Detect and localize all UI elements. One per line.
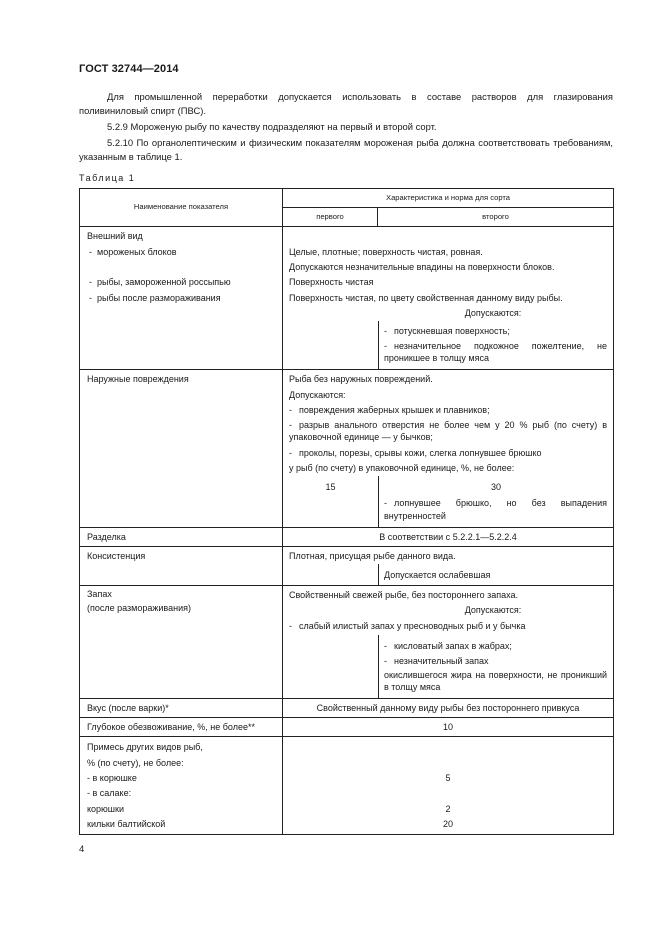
list-item: - потускневшая поверхность; — [384, 326, 510, 337]
list-item: - разрыв анального отверстия не более чем у 20 % рыб (по счету) в упаковочной единице — у бычков; — [289, 419, 608, 443]
list-item: - рыбы после размораживания — [89, 292, 221, 303]
indicator-name-cell — [80, 547, 283, 586]
table-row-consistency — [80, 547, 614, 586]
value-text: 10 — [283, 717, 614, 736]
value-text: Свойственный свежей рыбе, без постороннего запаха. — [289, 590, 518, 601]
list-item: - в салаке: — [87, 788, 132, 799]
list-item: - лопнувшее брюшко, но без выпадения внутренностей — [384, 498, 608, 521]
list-item: - повреждения жаберных крышек и плавников; — [289, 404, 490, 415]
value-text: 20 — [443, 818, 454, 829]
list-item: кильки балтийской — [87, 818, 166, 829]
list-item: корюшки — [87, 803, 124, 814]
table-row-damage — [80, 369, 614, 527]
value-text: окислившегося жира на поверхности, не проникший в толщу мяса — [384, 670, 608, 693]
list-item: - слабый илистый запах у пресноводных рыб и у бычка — [289, 620, 526, 631]
list-item: - в корюшке — [87, 772, 137, 783]
value-cell — [283, 227, 614, 370]
value-cell — [283, 585, 614, 698]
indicator-name: (после размораживания) — [87, 603, 191, 614]
value-cell — [283, 369, 614, 527]
indicator-name-cell — [80, 736, 283, 834]
header-indicator-name: Наименование показателя — [80, 189, 283, 227]
value-text: Допускаются: — [289, 389, 346, 400]
value-text — [283, 755, 613, 770]
table-header-row — [80, 189, 614, 208]
value-cell — [283, 547, 614, 586]
indicator-name: Внешний вид — [87, 231, 143, 242]
indicator-name: Запах — [87, 589, 112, 600]
value-text: у рыб (по счету) в упаковочной единице, %, не более: — [289, 463, 515, 474]
indicator-name: Наружные повреждения — [87, 374, 189, 385]
indicator-name: Разделка — [80, 528, 283, 547]
value-cell — [283, 736, 614, 834]
value-second-grade: 30 — [491, 481, 502, 492]
value-first-grade: 15 — [325, 481, 336, 492]
table-row-smell — [80, 585, 614, 698]
header-grade-second: второго — [378, 208, 614, 227]
list-item: - мороженых блоков — [89, 246, 177, 257]
table-row-appearance — [80, 227, 614, 370]
indicator-name: Консистенция — [87, 551, 146, 562]
list-item: - рыбы, замороженной россыпью — [89, 277, 231, 288]
indicator-name-cell — [80, 227, 283, 370]
header-grade-first: первого — [283, 208, 378, 227]
list-item: - кисловатый запах в жабрах; — [384, 640, 512, 651]
value-text: Плотная, присущая рыбе данного вида. — [289, 551, 456, 562]
table-row-taste — [80, 698, 614, 717]
indicator-name: % (по счету), не более: — [87, 757, 184, 768]
value-text: 5 — [445, 772, 451, 783]
intro-paragraph: 5.2.10 По органолептическим и физическим показателям мороженая рыба должна соответствовать требованиям, указанным в таблице 1. — [79, 136, 613, 163]
indicator-name: Примесь других видов рыб, — [87, 742, 203, 753]
value-text: Поверхность чистая — [289, 277, 374, 288]
table-caption: Таблица 1 — [79, 173, 136, 183]
quality-table — [79, 188, 614, 835]
value-text — [283, 786, 613, 801]
table-row-dehydration — [80, 717, 614, 736]
header-characteristic: Характеристика и норма для сорта — [283, 189, 614, 208]
value-text: Допускаются: — [464, 605, 522, 616]
page-number: 4 — [79, 844, 85, 855]
intro-paragraph: 5.2.9 Мороженую рыбу по качеству подразделяют на первый и второй сорт. — [107, 121, 437, 133]
value-second-grade: Допускается ослабевшая — [384, 569, 491, 580]
value-text: Поверхность чистая, по цвету свойственная данному виду рыбы. — [289, 292, 563, 303]
table-row-cutting — [80, 528, 614, 547]
indicator-name-cell — [80, 369, 283, 527]
value-text: Допускаются незначительные впадины на поверхности блоков. — [289, 262, 555, 273]
list-item: - незначительный запах — [384, 656, 489, 667]
intro-paragraph: Для промышленной переработки допускается использовать в составе растворов для глазирования поливиниловый спирт (ПВС). — [79, 91, 613, 117]
value-text: Рыба без наружных повреждений. — [289, 374, 433, 385]
list-item: - проколы, порезы, срывы кожи, слегка лопнувшее брюшко — [289, 448, 542, 459]
table-row-impurity — [80, 736, 614, 834]
value-text: В соответствии с 5.2.2.1—5.2.2.4 — [283, 528, 614, 547]
value-text: 2 — [445, 803, 451, 814]
document-header: ГОСТ 32744—2014 — [79, 63, 179, 75]
value-text: Целые, плотные; поверхность чистая, ровная. — [289, 246, 483, 257]
value-text — [283, 740, 613, 755]
value-text: Допускаются: — [464, 307, 522, 318]
indicator-name: Вкус (после варки)* — [80, 698, 283, 717]
indicator-name: Глубокое обезвоживание, %, не более** — [80, 717, 283, 736]
value-text: Свойственный данному виду рыбы без постороннего привкуса — [283, 698, 614, 717]
intro-text — [79, 90, 613, 166]
list-item: - незначительное подкожное пожелтение, не проникшее в толщу мяса — [384, 341, 608, 364]
indicator-name-cell — [80, 585, 283, 698]
